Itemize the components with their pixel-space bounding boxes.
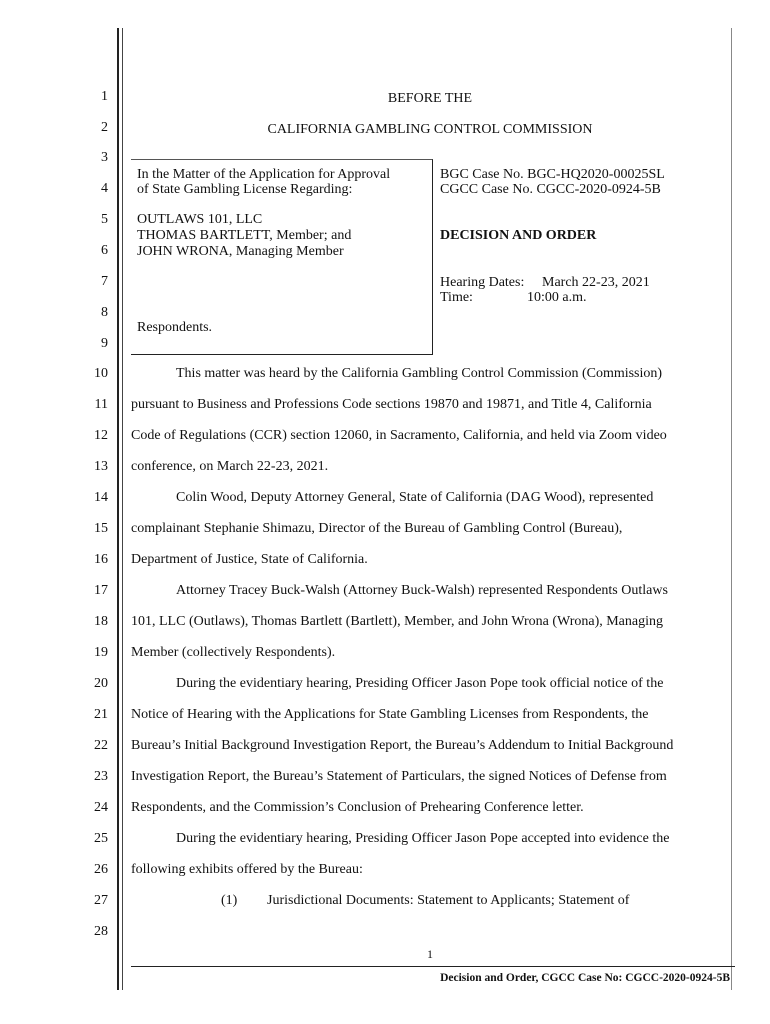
body-line: Code of Regulations (CCR) section 12060, in Sacramento, California, and held via Zoom video xyxy=(131,428,667,443)
caption-matter-line2: of State Gambling License Regarding: xyxy=(137,182,353,197)
left-margin-rule xyxy=(117,28,119,990)
line-number: 18 xyxy=(94,614,108,629)
body-line: During the evidentiary hearing, Presiding Officer Jason Pope accepted into evidence the xyxy=(176,831,670,846)
exhibit-number: (1) xyxy=(221,893,238,908)
line-number: 24 xyxy=(94,800,108,815)
body-line: Department of Justice, State of California. xyxy=(131,552,368,567)
bgc-case-number: BGC Case No. BGC-HQ2020-00025SL xyxy=(440,167,665,182)
line-number: 13 xyxy=(94,459,108,474)
body-line: Notice of Hearing with the Applications for State Gambling Licenses from Respondents, the xyxy=(131,707,649,722)
body-line: Bureau’s Initial Background Investigation Report, the Bureau’s Addendum to Initial Background xyxy=(131,738,674,753)
body-line: During the evidentiary hearing, Presiding Officer Jason Pope took official notice of the xyxy=(176,676,664,691)
time-label: Time: xyxy=(440,290,473,305)
caption-party-wrona: JOHN WRONA, Managing Member xyxy=(137,244,344,259)
exhibit-text: Jurisdictional Documents: Statement to Applicants; Statement of xyxy=(267,893,630,908)
footer-rule xyxy=(131,966,735,967)
line-number: 6 xyxy=(101,243,108,258)
body-line: conference, on March 22-23, 2021. xyxy=(131,459,329,474)
body-line: This matter was heard by the California Gambling Control Commission (Commission) xyxy=(176,366,663,381)
line-number: 23 xyxy=(94,769,108,784)
line-number: 16 xyxy=(94,552,108,567)
line-number: 9 xyxy=(101,336,108,351)
line-number: 4 xyxy=(101,181,108,196)
caption-party-outlaws: OUTLAWS 101, LLC xyxy=(137,212,263,227)
body-line: Member (collectively Respondents). xyxy=(131,645,336,660)
line-number: 1 xyxy=(101,89,108,104)
caption-matter-line1: In the Matter of the Application for Approval xyxy=(137,167,391,182)
line-number: 25 xyxy=(94,831,108,846)
heading-before-the: BEFORE THE xyxy=(387,91,473,106)
page-number: 1 xyxy=(427,947,433,961)
body-line: Investigation Report, the Bureau’s Statement of Particulars, the signed Notices of Defense from xyxy=(131,769,667,784)
right-margin-rule xyxy=(731,28,732,990)
footer-caption: Decision and Order, CGCC Case No: CGCC-2020-0924-5B xyxy=(440,972,730,984)
line-number: 19 xyxy=(94,645,108,660)
line-number: 17 xyxy=(94,583,108,598)
body-line: Respondents, and the Commission’s Conclusion of Prehearing Conference letter. xyxy=(131,800,584,815)
line-number: 3 xyxy=(101,150,108,165)
line-number: 14 xyxy=(94,490,108,505)
line-number: 22 xyxy=(94,738,108,753)
line-number: 2 xyxy=(101,120,108,135)
line-number: 15 xyxy=(94,521,108,536)
line-number: 8 xyxy=(101,305,108,320)
cgcc-case-number: CGCC Case No. CGCC-2020-0924-5B xyxy=(440,182,661,197)
body-line: complainant Stephanie Shimazu, Director of the Bureau of Gambling Control (Bureau), xyxy=(131,521,623,536)
left-margin-rule-inner xyxy=(122,28,123,990)
line-number: 12 xyxy=(94,428,108,443)
heading-commission: CALIFORNIA GAMBLING CONTROL COMMISSION xyxy=(267,122,593,137)
line-number: 27 xyxy=(94,893,108,908)
caption-respondents: Respondents. xyxy=(137,320,213,335)
body-line: following exhibits offered by the Bureau: xyxy=(131,862,363,877)
line-number: 26 xyxy=(94,862,108,877)
line-number: 21 xyxy=(94,707,108,722)
time-value: 10:00 a.m. xyxy=(527,290,587,305)
line-number: 11 xyxy=(94,397,108,412)
body-line: 101, LLC (Outlaws), Thomas Bartlett (Bartlett), Member, and John Wrona (Wrona), Managing xyxy=(131,614,663,629)
body-line: pursuant to Business and Professions Code sections 19870 and 19871, and Title 4, California xyxy=(131,397,652,412)
body-line: Colin Wood, Deputy Attorney General, State of California (DAG Wood), represented xyxy=(176,490,654,505)
document-title: DECISION AND ORDER xyxy=(440,228,597,243)
line-number: 10 xyxy=(94,366,108,381)
hearing-dates-value: March 22-23, 2021 xyxy=(542,275,650,290)
hearing-dates-label: Hearing Dates: xyxy=(440,275,525,290)
line-number: 20 xyxy=(94,676,108,691)
line-number: 28 xyxy=(94,924,108,939)
caption-party-bartlett: THOMAS BARTLETT, Member; and xyxy=(137,228,352,243)
line-number: 7 xyxy=(101,274,108,289)
line-number: 5 xyxy=(101,212,108,227)
body-line: Attorney Tracey Buck-Walsh (Attorney Buck-Walsh) represented Respondents Outlaws xyxy=(176,583,668,598)
